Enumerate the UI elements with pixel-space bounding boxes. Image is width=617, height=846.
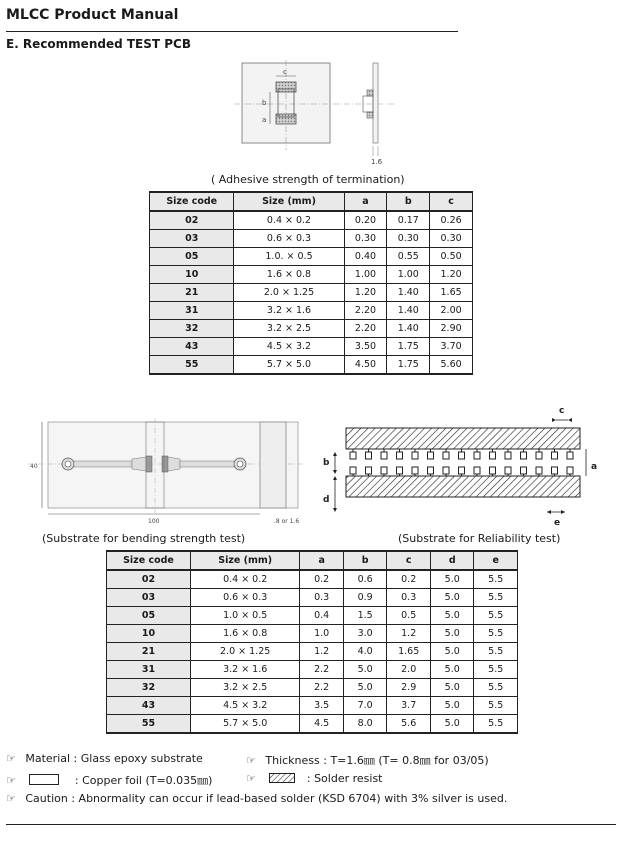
table-cell: 7.0 [343,697,386,715]
table-cell: 2.0 × 1.25 [234,284,344,302]
table-cell: 1.0 [300,625,343,643]
table-cell: 1.00 [387,266,430,284]
table-cell: 2.2 [300,679,343,697]
table-cell: 5.5 [474,607,518,625]
reliability-substrate-figure [318,400,608,530]
col-header: e [474,551,518,570]
size-code-cell: 43 [150,338,234,356]
table-cell: 5.7 × 5.0 [190,715,300,734]
reliability-label-b: b [323,458,330,468]
table-row [150,320,473,338]
reliability-label-c: c [559,406,565,416]
note-caution [6,792,507,805]
bottom-pad [521,467,527,474]
note-material [6,752,203,765]
size-code-cell: 05 [150,248,234,266]
size-code-cell: 55 [107,715,191,734]
bottom-pad [443,467,449,474]
table-cell: 1.6 × 0.8 [234,266,344,284]
bottom-pad [397,467,403,474]
table-cell: 0.40 [344,248,387,266]
size-code-cell: 21 [150,284,234,302]
table-cell: 0.17 [387,211,430,230]
table-row [107,679,518,697]
top-pad [474,452,480,459]
table-cell: 5.0 [430,607,473,625]
table-cell: 2.90 [430,320,473,338]
size-code-cell: 32 [107,679,191,697]
table-cell: 3.5 [300,697,343,715]
table-row [107,607,518,625]
top-pad [412,452,418,459]
table-cell: 1.40 [387,284,430,302]
bottom-pad [552,467,558,474]
table-cell: 1.2 [387,625,431,643]
bottom-pad [412,467,418,474]
table-cell: 5.5 [474,679,518,697]
table-cell: 0.26 [430,211,473,230]
top-pad [350,452,356,459]
pointing-hand-icon: ☞ [6,774,16,787]
dim-label-b: b [262,99,267,107]
table-cell: 0.4 [300,607,343,625]
table-row [107,589,518,607]
table-cell: 2.9 [387,679,431,697]
table-cell: 0.3 [387,589,431,607]
pointing-hand-icon: ☞ [6,792,16,805]
table-cell: 0.20 [344,211,387,230]
table-cell: 1.40 [387,320,430,338]
bottom-pad [490,467,496,474]
table-cell: 5.5 [474,697,518,715]
table-cell: 5.0 [430,679,473,697]
table-cell: 1.40 [387,302,430,320]
table-cell: 1.20 [430,266,473,284]
table-cell: 0.30 [387,230,430,248]
size-code-cell: 05 [107,607,191,625]
table-cell: 3.2 × 1.6 [234,302,344,320]
bottom-pad [350,467,356,474]
size-code-cell: 32 [150,320,234,338]
table-cell: 5.0 [430,625,473,643]
table-cell: 1.75 [387,338,430,356]
board-thickness-label: .8 or 1.6 [274,518,300,525]
top-pad [443,452,449,459]
table-cell: 0.3 [300,589,343,607]
table-cell: 0.2 [387,570,431,589]
table-cell: 1.2 [300,643,343,661]
table-header-row [150,192,473,211]
top-pad [366,452,372,459]
bottom-pad [366,467,372,474]
table-cell: 5.7 × 5.0 [234,356,344,375]
table-cell: 1.5 [343,607,386,625]
table-row [150,338,473,356]
table-cell: 2.0 × 1.25 [190,643,300,661]
top-pad [490,452,496,459]
top-pad [428,452,434,459]
copper-text: : Copper foil (T=0.035㎜) [74,774,213,787]
top-pad [397,452,403,459]
table-cell: 1.00 [344,266,387,284]
table-cell: 5.0 [343,679,386,697]
dim-label-a: a [262,116,267,124]
caution-text: Caution : Abnormality can occur if lead-based solder (KSD 6704) with 3% silver is used. [25,792,508,805]
table-cell: 5.5 [474,570,518,589]
pointing-hand-icon: ☞ [6,752,16,765]
table-cell: 0.50 [430,248,473,266]
table-cell: 4.50 [344,356,387,375]
table-row [150,284,473,302]
reliability-label-e: e [554,518,561,528]
table-cell: 5.5 [474,661,518,679]
table-cell: 2.20 [344,302,387,320]
copper-foil-swatch [29,774,59,785]
col-header: c [430,192,473,211]
size-code-cell: 02 [107,570,191,589]
bottom-pad [428,467,434,474]
thickness-label: 1.6 [371,158,383,166]
size-code-cell: 10 [107,625,191,643]
table-cell: 4.5 × 3.2 [190,697,300,715]
bottom-divider [6,824,616,825]
top-pad [567,452,573,459]
top-pad [536,452,542,459]
material-text: Material : Glass epoxy substrate [25,752,203,765]
col-header: d [430,551,473,570]
table-row [107,625,518,643]
top-pad [552,452,558,459]
table-cell: 0.9 [343,589,386,607]
reliability-label-d: d [323,495,330,505]
table-row [150,302,473,320]
col-header: b [387,192,430,211]
bending-caption: (Substrate for bending strength test) [42,532,246,545]
table-cell: 2.2 [300,661,343,679]
table-cell: 0.30 [430,230,473,248]
adhesion-caption: ( Adhesive strength of termination) [211,173,405,186]
table-cell: 8.0 [343,715,386,734]
table-cell: 3.50 [344,338,387,356]
table-cell: 5.5 [474,643,518,661]
bottom-pad [505,467,511,474]
table-row [150,266,473,284]
note-copper [6,772,212,788]
title-divider [6,31,458,32]
table-cell: 3.2 × 2.5 [190,679,300,697]
table-cell: 5.0 [430,643,473,661]
height-label: 40 [30,463,38,470]
table-cell: 5.6 [387,715,431,734]
table-row [150,248,473,266]
reliability-label-a: a [591,462,598,472]
table-cell: 5.0 [430,697,473,715]
reliability-caption: (Substrate for Reliability test) [398,532,561,545]
bottom-pad [567,467,573,474]
dim-label-c: c [283,68,287,76]
table-cell: 1.65 [430,284,473,302]
table-header-row [107,551,518,570]
size-code-cell: 31 [150,302,234,320]
table-cell: 0.6 × 0.3 [190,589,300,607]
table-cell: 5.5 [474,715,518,734]
table-cell: 1.75 [387,356,430,375]
table-cell: 1.65 [387,643,431,661]
table-cell: 1.0 × 0.5 [190,607,300,625]
table-cell: 4.5 × 3.2 [234,338,344,356]
solder-resist-swatch [269,773,295,783]
size-code-cell: 21 [107,643,191,661]
section-title: E. Recommended TEST PCB [6,37,191,51]
adhesion-table [149,191,473,375]
col-header: c [387,551,431,570]
solder-text: : Solder resist [306,772,383,785]
size-code-cell: 02 [150,211,234,230]
table-row [150,230,473,248]
table-cell: 0.30 [344,230,387,248]
col-header: Size (mm) [234,192,344,211]
col-header: b [343,551,386,570]
size-code-cell: 10 [150,266,234,284]
col-header: a [344,192,387,211]
size-code-cell: 31 [107,661,191,679]
table-cell: 5.5 [474,625,518,643]
reliability-table [106,550,518,734]
table-cell: 5.0 [430,715,473,734]
note-thickness [246,752,489,768]
col-header: Size code [107,551,191,570]
top-pad [381,452,387,459]
table-cell: 1.6 × 0.8 [190,625,300,643]
length-label: 100 [148,518,160,525]
table-cell: 1.20 [344,284,387,302]
size-code-cell: 03 [107,589,191,607]
top-pad [459,452,465,459]
table-cell: 5.0 [430,661,473,679]
table-cell: 4.5 [300,715,343,734]
col-header: Size code [150,192,234,211]
bottom-pad [474,467,480,474]
adhesion-pcb-figure [230,60,400,166]
table-cell: 5.0 [430,589,473,607]
col-header: Size (mm) [190,551,300,570]
pointing-hand-icon: ☞ [246,772,256,785]
top-pad [505,452,511,459]
table-row [107,715,518,734]
table-row [107,643,518,661]
table-cell: 0.6 [343,570,386,589]
table-cell: 2.20 [344,320,387,338]
size-code-cell: 43 [107,697,191,715]
document-title: MLCC Product Manual [6,7,179,23]
table-cell: 0.6 × 0.3 [234,230,344,248]
table-cell: 5.60 [430,356,473,375]
table-cell: 4.0 [343,643,386,661]
table-cell: 2.00 [430,302,473,320]
table-cell: 0.2 [300,570,343,589]
table-cell: 3.0 [343,625,386,643]
table-row [107,697,518,715]
table-row [150,356,473,375]
table-cell: 0.5 [387,607,431,625]
table-cell: 0.55 [387,248,430,266]
table-cell: 2.0 [387,661,431,679]
table-row [150,211,473,230]
table-cell: 3.70 [430,338,473,356]
top-pad [521,452,527,459]
table-row [107,661,518,679]
bottom-pad [536,467,542,474]
pointing-hand-icon: ☞ [246,754,256,767]
size-code-cell: 55 [150,356,234,375]
table-cell: 3.7 [387,697,431,715]
table-cell: 3.2 × 1.6 [190,661,300,679]
bottom-pad [381,467,387,474]
col-header: a [300,551,343,570]
note-solder [246,772,383,785]
bottom-pad [459,467,465,474]
table-cell: 5.5 [474,589,518,607]
table-cell: 5.0 [343,661,386,679]
table-cell: 1.0. × 0.5 [234,248,344,266]
bending-substrate-figure [28,418,303,530]
table-cell: 0.4 × 0.2 [190,570,300,589]
thickness-text: Thickness : T=1.6㎜ (T= 0.8㎜ for 03/05) [265,754,489,767]
table-cell: 3.2 × 2.5 [234,320,344,338]
table-cell: 0.4 × 0.2 [234,211,344,230]
table-row [107,570,518,589]
size-code-cell: 03 [150,230,234,248]
table-cell: 5.0 [430,570,473,589]
